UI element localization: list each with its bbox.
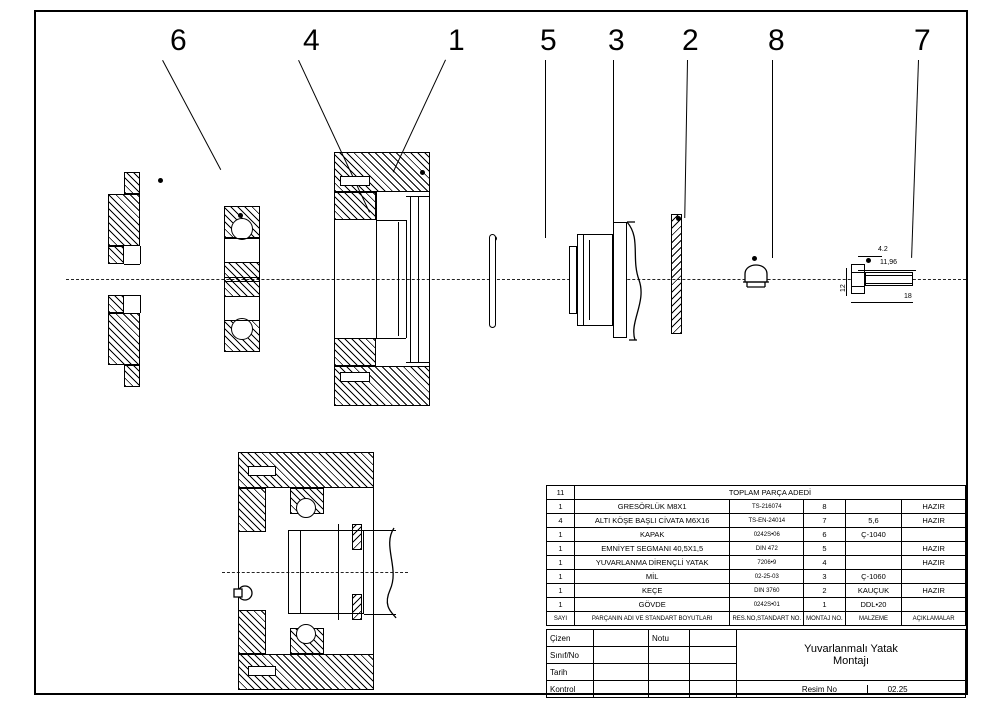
part-1-groove-line-a xyxy=(398,222,399,336)
assembly-cover-bottom xyxy=(238,610,266,654)
drawing-title-cell xyxy=(737,630,966,681)
part-1-seat-wall xyxy=(406,220,407,338)
title-label-blank-2 xyxy=(649,664,690,681)
bom-row-0-note: HAZIR xyxy=(902,500,966,514)
bom-row-7-mat: DDL•20 xyxy=(845,598,902,612)
part-7-head-chamfer-bottom xyxy=(851,286,865,287)
dim-text-4-2: 4.2 xyxy=(878,246,888,253)
part-6-lip-top xyxy=(108,246,124,264)
bom-row-2-qty: 1 xyxy=(547,528,575,542)
callout-number-5: 5 xyxy=(540,24,557,57)
bom-total-label: TOPLAM PARÇA ADEDİ xyxy=(574,486,965,500)
callout-number-4: 4 xyxy=(303,24,320,57)
part-6-flange-bottom xyxy=(124,365,140,387)
bom-header-std: RES.NO,STANDART NO. xyxy=(730,612,804,626)
part-7-thread-line-top xyxy=(865,275,913,276)
title-value-sinifno xyxy=(594,647,649,664)
leader-line-3 xyxy=(613,60,614,238)
bom-header-mat: MALZEME xyxy=(845,612,902,626)
bom-row-3-mat xyxy=(845,542,902,556)
resim-no-label: Resim No xyxy=(801,684,837,694)
bom-row-1-mat: 5,6 xyxy=(845,514,902,528)
bom-row-0-mat xyxy=(845,500,902,514)
bom-row-5-std: 02-25-03 xyxy=(730,570,804,584)
bom-header-qty: SAYI xyxy=(547,612,575,626)
bom-header-mno: MONTAJ NO. xyxy=(804,612,846,626)
part-4-inner-ring-bottom xyxy=(224,277,260,297)
table-row xyxy=(547,598,966,612)
callout-number-6: 6 xyxy=(170,24,187,57)
bom-row-2-mat: Ç-1040 xyxy=(845,528,902,542)
bom-header-row xyxy=(547,612,966,626)
callout-number-3: 3 xyxy=(608,24,625,57)
part-1-shoulder-top xyxy=(406,196,430,197)
part-6-bore-line-bottom xyxy=(140,295,141,313)
part-4-race-line-bottom xyxy=(224,320,260,321)
bom-row-6-mat: KAUÇUK xyxy=(845,584,902,598)
part-4-race-line-top xyxy=(224,238,260,239)
callout-number-7: 7 xyxy=(914,24,931,57)
part-3-collar-left xyxy=(569,246,577,314)
bom-row-0-name: GRESÖRLÜK M8X1 xyxy=(574,500,730,514)
part-7-dim-line-11-96 xyxy=(858,270,916,271)
part-1-seat-top xyxy=(376,220,406,221)
assembly-grease-nipple xyxy=(232,580,258,606)
part-3-journal-line-a xyxy=(583,234,584,326)
bom-row-0-qty: 1 xyxy=(547,500,575,514)
bom-total-qty: 11 xyxy=(547,486,575,500)
dim-text-11-96: 11,96 xyxy=(880,259,897,266)
part-1-seat-bottom xyxy=(376,338,406,339)
title-label-sinifno: Sınıf/No xyxy=(547,647,594,664)
bom-row-6-name: KEÇE xyxy=(574,584,730,598)
bom-row-5-note xyxy=(902,570,966,584)
part-1-groove-line-b xyxy=(410,196,411,362)
title-value-blank-1 xyxy=(690,647,737,664)
drawing-title-line2: Montajı xyxy=(832,655,870,667)
title-label-tarih: Tarih xyxy=(547,664,594,681)
part-4-ball-bottom xyxy=(231,318,253,340)
bom-row-3-mno: 5 xyxy=(804,542,846,556)
leader-line-5 xyxy=(545,60,546,238)
bom-row-2-std: 0242S•06 xyxy=(730,528,804,542)
leader-dot-7 xyxy=(866,258,871,263)
assembly-ball-bottom xyxy=(296,624,316,644)
part-1-shoulder-bottom xyxy=(406,362,430,363)
bom-row-4-note: HAZIR xyxy=(902,556,966,570)
bom-row-6-qty: 1 xyxy=(547,584,575,598)
title-value-blank-3 xyxy=(690,681,737,698)
part-4-right-edge xyxy=(259,206,260,352)
bom-row-2-mno: 6 xyxy=(804,528,846,542)
bom-row-7-name: GÖVDE xyxy=(574,598,730,612)
part-7-dim-line-18 xyxy=(851,302,913,303)
bom-row-5-mno: 3 xyxy=(804,570,846,584)
bom-row-5-mat: Ç-1060 xyxy=(845,570,902,584)
part-4-left-edge xyxy=(224,206,225,352)
part-6-step-bottom xyxy=(124,295,140,296)
bom-row-5-name: MİL xyxy=(574,570,730,584)
assembly-center-axis xyxy=(222,572,408,573)
dim-text-12: 12 xyxy=(840,284,847,292)
bom-row-6-note: HAZIR xyxy=(902,584,966,598)
bom-row-2-note xyxy=(902,528,966,542)
part-7-bolt-head xyxy=(851,264,865,294)
title-label-blank-1 xyxy=(649,647,690,664)
part-1-bore-wall xyxy=(376,192,377,338)
bom-row-4-mno: 4 xyxy=(804,556,846,570)
part-1-wall-top xyxy=(334,152,430,192)
assembly-cover-top xyxy=(238,488,266,532)
part-2-seal-profile xyxy=(671,214,682,334)
bill-of-materials-table xyxy=(546,485,966,626)
leader-line-8 xyxy=(772,60,773,258)
table-row xyxy=(547,500,966,514)
part-6-flange-top xyxy=(124,172,140,194)
title-value-kontrol xyxy=(594,681,649,698)
table-row xyxy=(547,528,966,542)
bom-row-4-name: YUVARLANMA DİRENÇLİ YATAK xyxy=(574,556,730,570)
title-value-blank-2 xyxy=(690,664,737,681)
callout-number-2: 2 xyxy=(682,24,699,57)
title-value-cizen xyxy=(594,630,649,647)
assembly-seal-top xyxy=(352,524,362,550)
bom-row-4-std: 7206•9 xyxy=(730,556,804,570)
part-6-lip-bottom xyxy=(108,295,124,313)
bom-row-1-name: ALTI KÖŞE BAŞLI CİVATA M6X16 xyxy=(574,514,730,528)
part-3-break-line xyxy=(625,220,655,342)
title-label-cizen: Çizen xyxy=(547,630,594,647)
title-block-row-cizen xyxy=(547,630,966,647)
bom-row-7-note xyxy=(902,598,966,612)
bom-row-3-name: EMNİYET SEGMANI 40,5X1,5 xyxy=(574,542,730,556)
callout-number-1: 1 xyxy=(448,24,465,57)
part-1-cavity-wall-top xyxy=(334,192,376,220)
bom-row-1-qty: 4 xyxy=(547,514,575,528)
part-6-bore-line-top xyxy=(140,246,141,264)
assembly-bolt-top xyxy=(248,466,276,476)
bom-row-5-qty: 1 xyxy=(547,570,575,584)
table-row xyxy=(547,584,966,598)
resim-no-value: 02.25 xyxy=(867,685,928,694)
part-1-cavity-wall-bottom xyxy=(334,338,376,366)
bom-row-7-qty: 1 xyxy=(547,598,575,612)
part-1-bolt-hole-top xyxy=(340,176,370,186)
part-1-groove-line-c xyxy=(418,196,419,362)
resim-no-cell xyxy=(737,681,966,698)
title-value-tarih xyxy=(594,664,649,681)
bom-row-0-mno: 8 xyxy=(804,500,846,514)
part-4-ball-top xyxy=(231,218,253,240)
bom-total-row xyxy=(547,486,966,500)
title-label-kontrol: Kontrol xyxy=(547,681,594,698)
table-row xyxy=(547,542,966,556)
title-block-table xyxy=(546,629,966,698)
bom-row-6-mno: 2 xyxy=(804,584,846,598)
part-3-journal-line-b xyxy=(589,240,590,320)
part-7-head-chamfer-top xyxy=(851,272,865,273)
bom-row-3-note: HAZIR xyxy=(902,542,966,556)
bom-row-3-std: DIN 472 xyxy=(730,542,804,556)
bom-header-note: AÇIKLAMALAR xyxy=(902,612,966,626)
bom-row-2-name: KAPAK xyxy=(574,528,730,542)
bom-row-4-qty: 1 xyxy=(547,556,575,570)
drawing-title-line1: Yuvarlanmalı Yatak xyxy=(804,643,898,655)
bom-row-1-mno: 7 xyxy=(804,514,846,528)
table-row xyxy=(547,570,966,584)
bom-row-1-note: HAZIR xyxy=(902,514,966,528)
assembly-seal xyxy=(352,594,362,620)
bom-row-7-std: 0242S•01 xyxy=(730,598,804,612)
part-7-thread-line-bottom xyxy=(865,283,913,284)
table-row xyxy=(547,556,966,570)
title-block-row-kontrol xyxy=(547,681,966,698)
table-row xyxy=(547,514,966,528)
bom-row-6-std: DIN 3760 xyxy=(730,584,804,598)
dim-text-18: 18 xyxy=(904,293,912,300)
part-8-nipple-shape xyxy=(742,256,774,290)
leader-dot-6 xyxy=(158,178,163,183)
center-axis-line xyxy=(66,279,966,280)
bom-row-3-qty: 1 xyxy=(547,542,575,556)
bom-row-1-std: TS-EN-24014 xyxy=(730,514,804,528)
part-5-ring-profile xyxy=(489,234,496,328)
bom-row-7-mno: 1 xyxy=(804,598,846,612)
title-label-blank-3 xyxy=(649,681,690,698)
title-value-notu xyxy=(690,630,737,647)
part-6-step-top xyxy=(124,264,140,265)
title-label-notu: Notu xyxy=(649,630,690,647)
bom-row-4-mat xyxy=(845,556,902,570)
assembly-break-line xyxy=(364,524,404,622)
callout-number-8: 8 xyxy=(768,24,785,57)
part-6-body-bottom xyxy=(108,313,140,365)
bom-row-0-std: TS-216074 xyxy=(730,500,804,514)
assembly-ball-top xyxy=(296,498,316,518)
assembly-bolt-bottom xyxy=(248,666,276,676)
bom-header-name: PARÇANIN ADI VE STANDART BOYUTLARI xyxy=(574,612,730,626)
part-6-body-top xyxy=(108,194,140,246)
part-7-dim-line-4-2 xyxy=(858,256,882,257)
part-1-bolt-hole-bottom xyxy=(340,372,370,382)
